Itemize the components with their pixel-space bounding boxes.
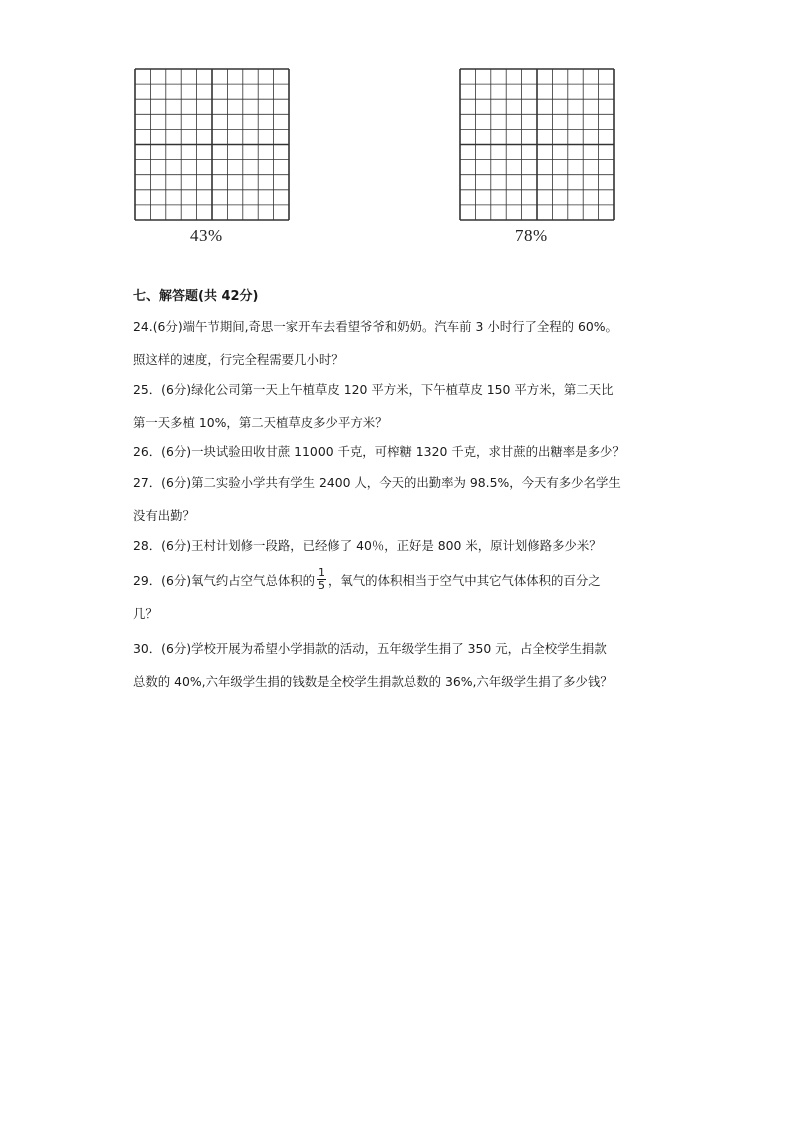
question-29-line-2: 几？ — [133, 606, 158, 621]
hundred-grid-2 — [459, 68, 615, 221]
question-29-text-before: 29．(6分)氧气约占空气总体积的 — [133, 573, 316, 588]
question-29-text-after: ，氧气的体积相当于空气中其它气体体积的百分之 — [328, 573, 601, 588]
question-27 — [133, 466, 673, 532]
question-26 — [133, 435, 673, 468]
question-25-line-1: 25．(6分)绿化公司第一天上午植草皮 120 平方米，下午植草皮 150 平方米，第二天比 — [133, 382, 614, 397]
question-26-line-1: 26．(6分)一块试验田收甘蔗 11000 千克，可榨糖 1320 千克，求甘蔗的出糖率是多少？ — [133, 444, 625, 459]
question-25-line-2: 第一天多植 10%，第二天植草皮多少平方米？ — [133, 415, 388, 430]
question-28 — [133, 529, 673, 562]
question-30-line-1: 30．(6分)学校开展为希望小学捐款的活动，五年级学生捐了 350 元，占全校学生捐款 — [133, 641, 607, 656]
question-27-line-1: 27．(6分)第二实验小学共有学生 2400 人，今天的出勤率为 98.5%，今天有多少名学生 — [133, 475, 621, 490]
question-29-line-1 — [133, 564, 673, 597]
question-27-line-2: 没有出勤？ — [133, 508, 195, 523]
question-24-line-1: 24.(6分)端午节期间,奇思一家开车去看望爷爷和奶奶。汽车前 3 小时行了全程的 60%。 — [133, 319, 618, 334]
question-30-line-2: 总数的 40%,六年级学生捐的钱数是全校学生捐款总数的 36%,六年级学生捐了多少钱？ — [133, 674, 613, 689]
hundred-grid-2-lines — [459, 68, 615, 221]
question-30 — [133, 632, 673, 698]
grid-2-caption: 78% — [515, 226, 548, 245]
fraction-denominator: 5 — [318, 579, 326, 592]
question-24 — [133, 310, 673, 376]
question-29 — [133, 564, 673, 630]
question-25 — [133, 373, 673, 439]
section-title: 七、解答题(共 42分) — [133, 289, 259, 304]
question-28-line-1: 28．(6分)王村计划修一段路，已经修了 40％，正好是 800 米，原计划修路多少米？ — [133, 538, 602, 553]
hundred-grid-1 — [134, 68, 290, 221]
fraction-one-fifth — [317, 567, 326, 592]
question-24-line-2: 照这样的速度，行完全程需要几小时？ — [133, 352, 344, 367]
grid-1-caption: 43% — [190, 226, 223, 245]
fraction-numerator: 1 — [318, 566, 326, 579]
hundred-grid-1-lines — [134, 68, 290, 221]
